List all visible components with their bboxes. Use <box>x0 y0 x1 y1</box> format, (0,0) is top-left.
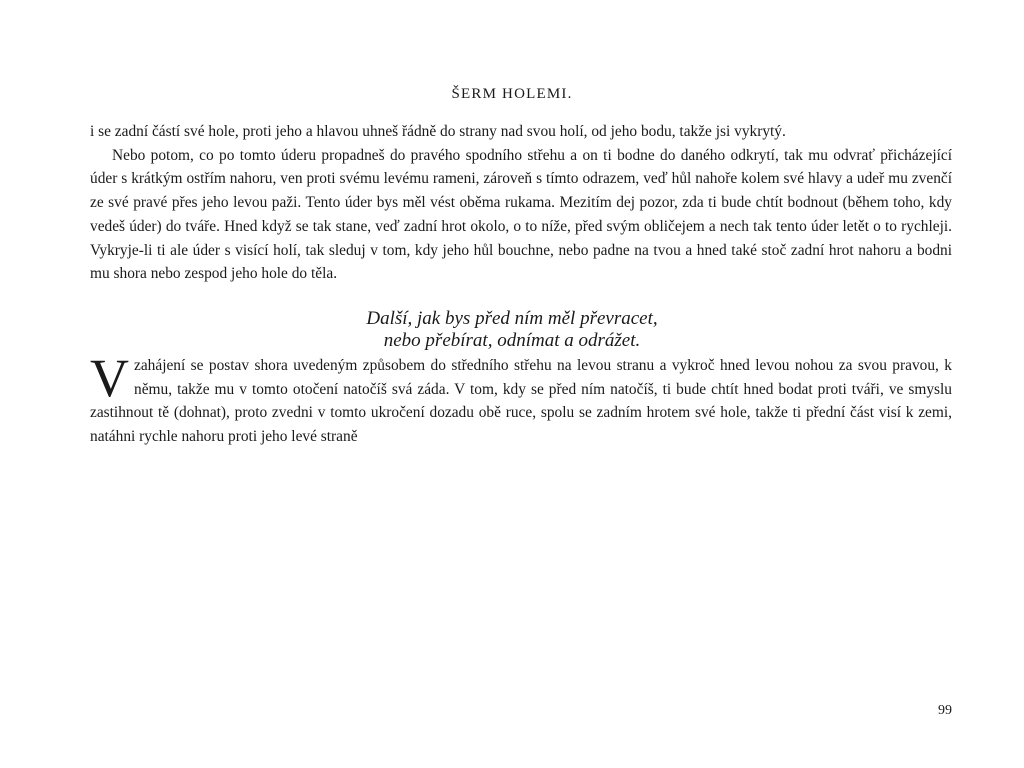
section-heading <box>0 308 1024 352</box>
paragraph-text: zahájení se postav shora uvedeným způsobem do středního střehu na levou stranu a vykroč hned levou nohou za svou pravou, k němu, takže mu v tomto otočení natočíš svá záda. V tom, kdy se před ním natočíš, ti bude chtít hned bodat proti tváři, ve smyslu zastihnout tě (dohnat), proto zvedni v tomto ukročení dozadu obě ruce, spolu se zadním hrotem své hole, takže ti přední část visí k zemi, natáhni rychle nahoru proti jeho levé straně <box>90 357 952 446</box>
drop-cap: V <box>90 348 129 408</box>
running-title: ŠERM HOLEMI. <box>451 86 573 102</box>
section-heading-line-1: Další, jak bys před ním měl převracet, <box>366 308 658 329</box>
paragraph-continuation: i se zadní částí své hole, proti jeho a hlavou uhneš řádně do strany nad svou holí, od jeho bodu, takže jsi vykrytý. <box>90 123 786 140</box>
body-text-upper <box>90 120 952 286</box>
paragraph: Nebo potom, co po tomto úderu propadneš do pravého spodního střehu a on ti bodne do daného odkrytí, tak mu odvrať přicházející úder s krátkým ostřím nahoru, ven proti svému levému rameni, zároveň s tímto odrazem, veď hůl nahoře kolem své hlavy a udeř mu zvenčí ze své pravé přes jeho levou paži. Tento úder bys měl vést oběma rukama. Mezitím dej pozor, zda ti bude chtít bodnout (během toho, kdy vedeš úder) do tváře. Hned když se tak stane, veď zadní hrot okolo, o to níže, před svým obličejem a nech tak tento úder letět o to rychleji. Vykryje-li ti ale úder s visící holí, tak sleduj v tom, kdy jeho hůl bouchne, nebo padne na tvou a hned také stoč zadní hrot nahoru a bodni mu shora nebo zespod jeho hole do těla. <box>90 146 952 283</box>
page-number: 99 <box>938 703 952 718</box>
paragraph-with-dropcap <box>90 348 952 449</box>
body-text-lower <box>90 348 952 449</box>
section-heading-line-2: nebo přebírat, odnímat a odrážet. <box>383 330 641 351</box>
